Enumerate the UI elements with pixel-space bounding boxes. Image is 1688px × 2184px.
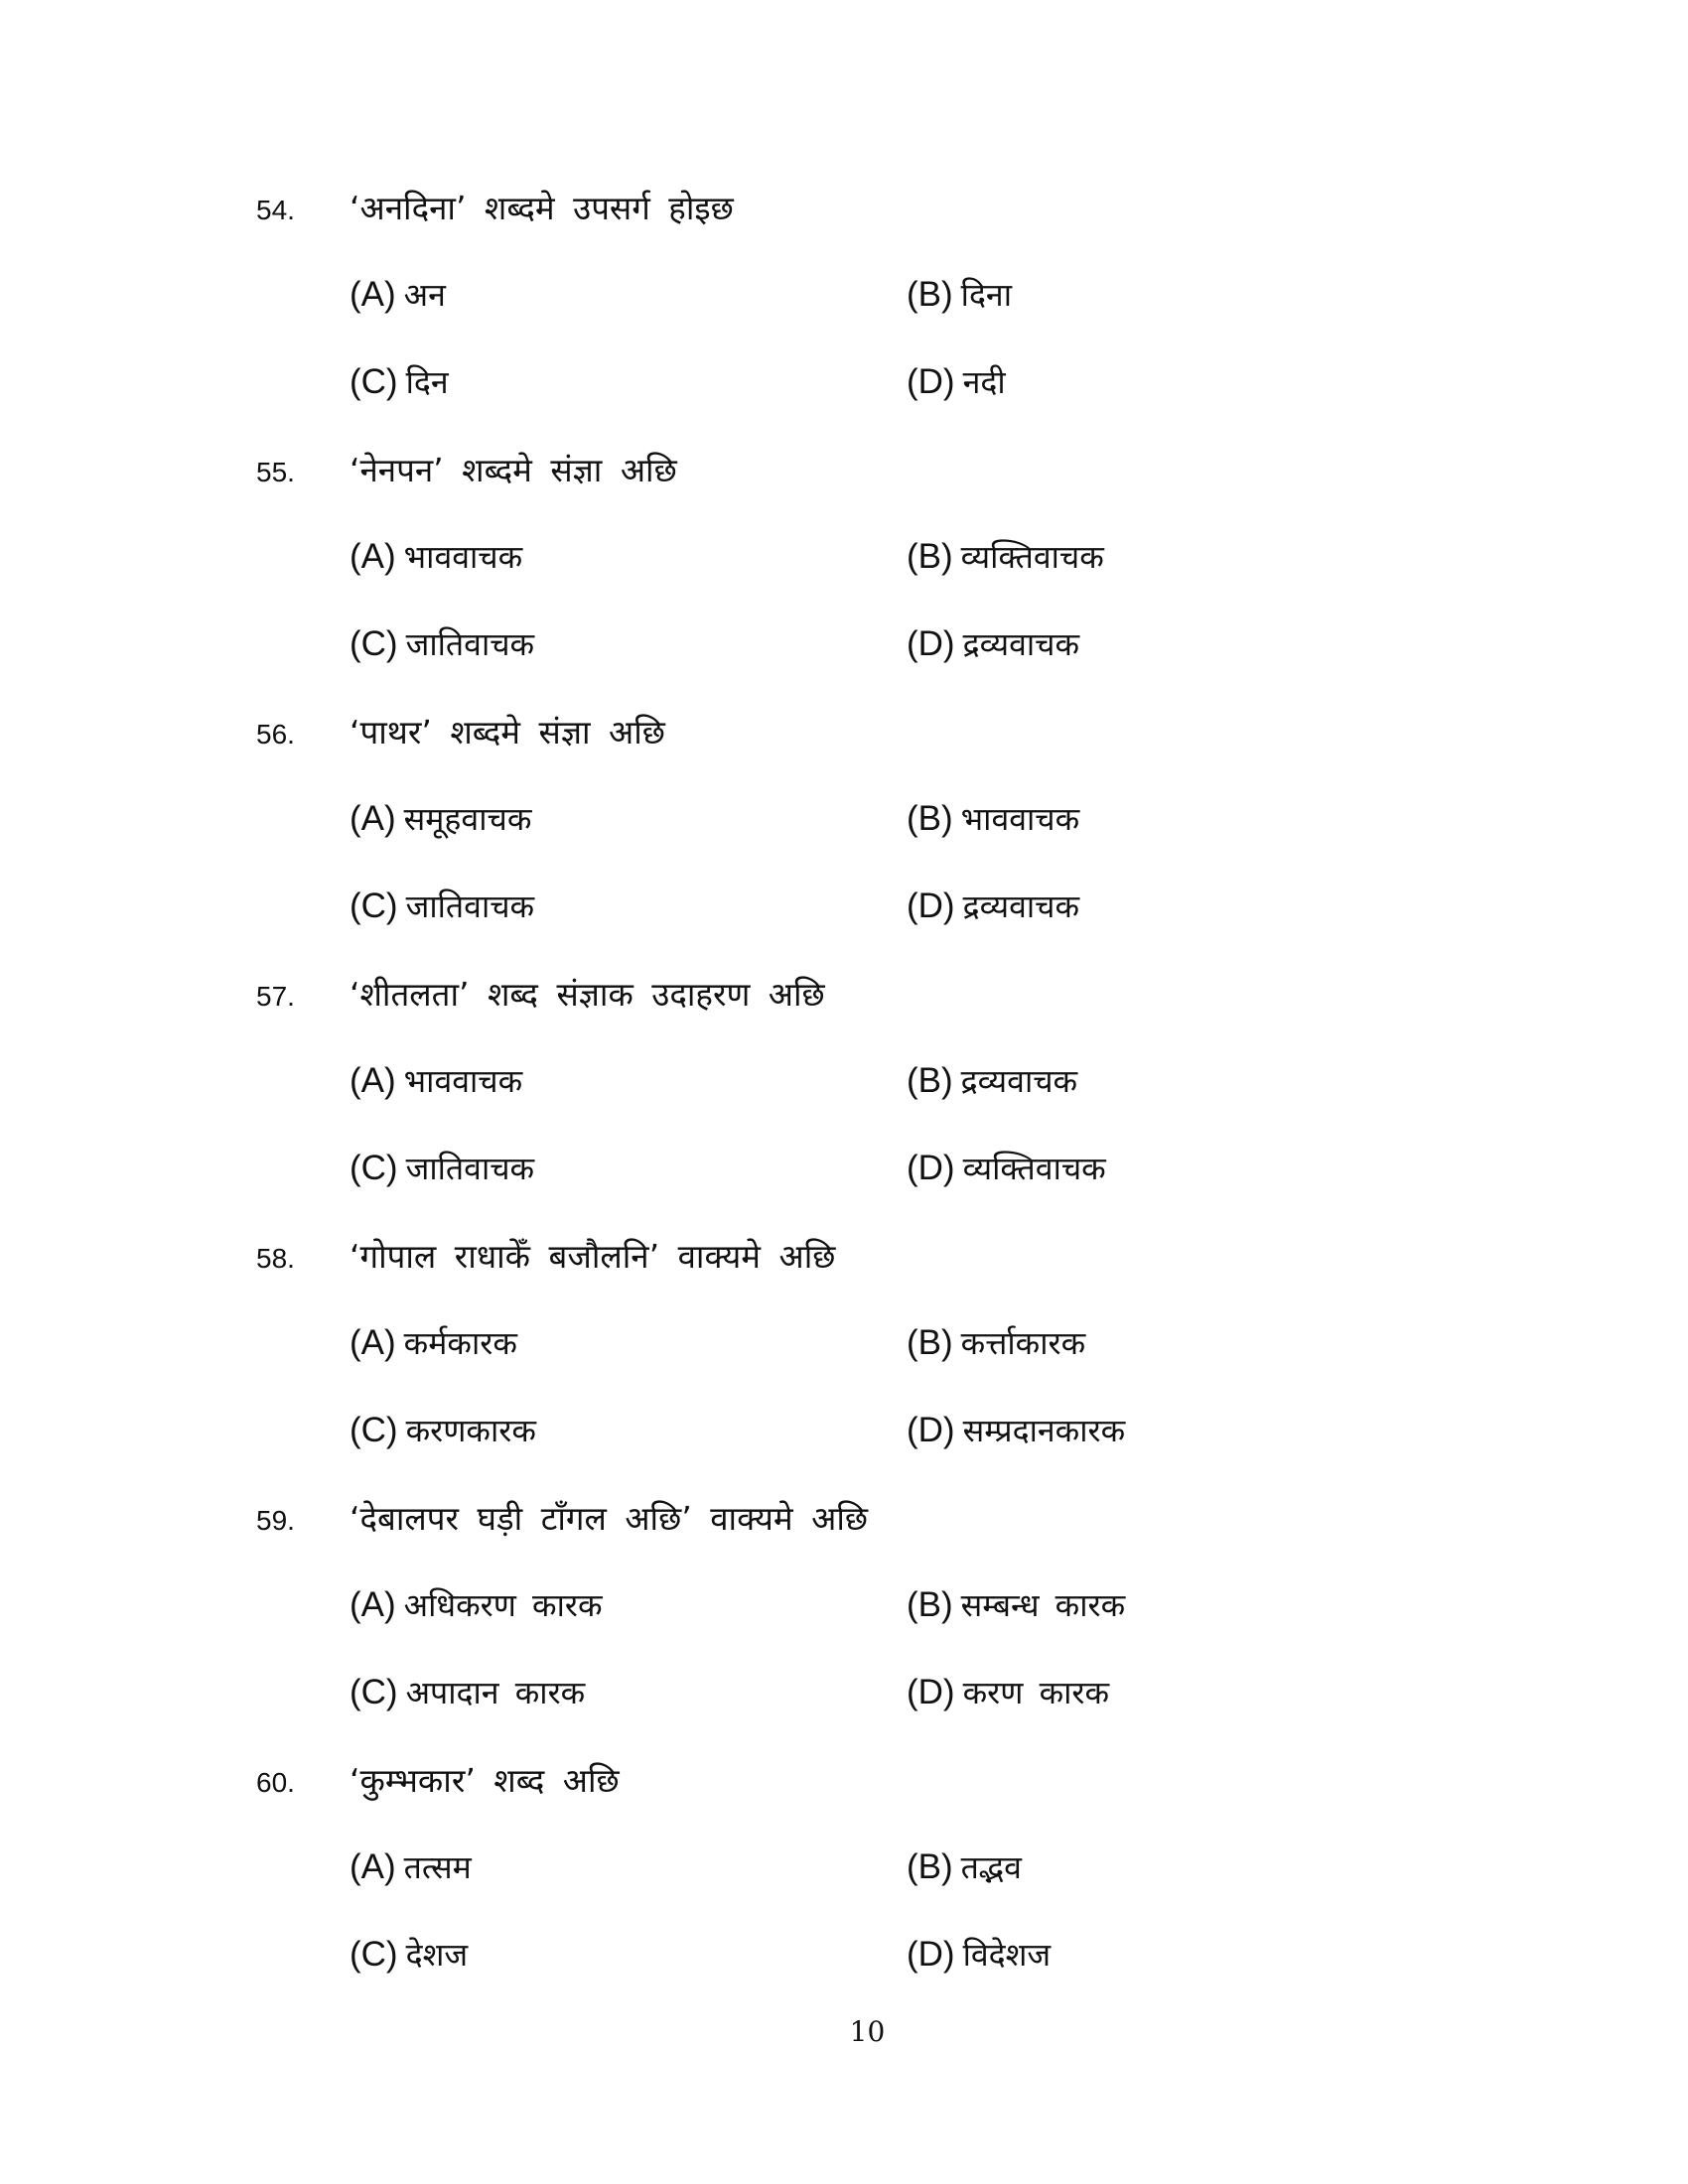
- question-number: 57.: [256, 981, 295, 1012]
- option-text: समूहवाचक: [403, 800, 532, 838]
- option-label: (D): [907, 1935, 955, 1974]
- option-text: नदी: [962, 363, 1006, 401]
- question-59: [0, 1501, 1688, 1763]
- option-text: कर्मकारक: [403, 1324, 517, 1362]
- option-label: (A): [350, 1323, 396, 1362]
- option-label: (C): [350, 1673, 398, 1711]
- option-c: [350, 1146, 534, 1191]
- question-number: 54.: [256, 195, 295, 225]
- option-c: [350, 1670, 585, 1715]
- option-text: भाववाचक: [403, 538, 523, 576]
- page-number: 10: [849, 2015, 886, 2048]
- option-label: (A): [350, 1585, 396, 1624]
- option-b: [907, 1320, 1085, 1366]
- question-text: ‘देबालपर घड़ी टाँगल अछि’ वाक्यमे अछि: [350, 1499, 869, 1538]
- option-d: [907, 1146, 1106, 1191]
- option-b: [907, 1582, 1125, 1628]
- option-d: [907, 884, 1079, 929]
- option-a: [350, 1844, 472, 1890]
- option-label: (B): [907, 275, 953, 314]
- option-text: तत्सम: [403, 1848, 472, 1886]
- option-label: (C): [350, 887, 398, 925]
- question-text: ‘शीतलता’ शब्द संज्ञाक उदाहरण अछि: [350, 975, 825, 1014]
- option-text: जातिवाचक: [405, 625, 535, 663]
- option-label: (C): [350, 1411, 398, 1449]
- question-text: ‘नेनपन’ शब्दमे संज्ञा अछि: [350, 451, 677, 489]
- option-a: [350, 1058, 522, 1104]
- question-60: [0, 1763, 1688, 2025]
- option-text: तद्भव: [960, 1848, 1022, 1886]
- option-c: [350, 1932, 468, 1978]
- option-text: विदेशज: [962, 1936, 1052, 1974]
- option-d: [907, 621, 1079, 667]
- option-c: [350, 621, 534, 667]
- option-label: (A): [350, 537, 396, 576]
- option-a: [350, 796, 531, 842]
- question-55: [0, 453, 1688, 715]
- option-d: [907, 1670, 1109, 1715]
- option-label: (B): [907, 1323, 953, 1362]
- option-text: करण कारक: [962, 1674, 1110, 1711]
- option-label: (A): [350, 799, 396, 838]
- option-label: (B): [907, 799, 953, 838]
- option-a: [350, 534, 522, 580]
- option-text: कर्त्ताकारक: [960, 1324, 1086, 1362]
- option-text: अधिकरण कारक: [403, 1586, 603, 1624]
- option-b: [907, 1844, 1022, 1890]
- question-58: [0, 1239, 1688, 1501]
- question-text: ‘गोपाल राधाकेँ बजौलनि’ वाक्यमे अछि: [350, 1237, 836, 1276]
- option-c: [350, 359, 449, 405]
- option-label: (C): [350, 1935, 398, 1974]
- option-d: [907, 1932, 1051, 1978]
- option-label: (C): [350, 362, 398, 401]
- option-label: (D): [907, 1149, 955, 1187]
- option-d: [907, 1408, 1125, 1453]
- question-number: 60.: [256, 1767, 295, 1798]
- option-text: व्यक्तिवाचक: [962, 1150, 1106, 1187]
- option-c: [350, 1408, 536, 1453]
- option-text: व्यक्तिवाचक: [960, 538, 1104, 576]
- option-text: द्रव्यवाचक: [962, 625, 1080, 663]
- question-text: ‘अनदिना’ शब्दमे उपसर्ग होइछ: [350, 189, 734, 227]
- option-b: [907, 272, 1012, 318]
- option-text: सम्प्रदानकारक: [962, 1412, 1126, 1449]
- option-label: (A): [350, 1061, 396, 1100]
- option-a: [350, 1582, 603, 1628]
- option-text: दिना: [960, 276, 1012, 314]
- option-a: [350, 272, 446, 318]
- option-text: अन: [403, 276, 446, 314]
- option-label: (D): [907, 887, 955, 925]
- question-54: [0, 191, 1688, 453]
- option-b: [907, 1058, 1077, 1104]
- option-label: (D): [907, 362, 955, 401]
- option-text: अपादान कारक: [405, 1674, 586, 1711]
- option-text: जातिवाचक: [405, 1150, 535, 1187]
- option-text: द्रव्यवाचक: [960, 1062, 1078, 1100]
- question-number: 58.: [256, 1243, 295, 1274]
- option-label: (D): [907, 624, 955, 663]
- question-number: 59.: [256, 1505, 295, 1536]
- option-label: (B): [907, 1585, 953, 1624]
- option-label: (A): [350, 1847, 396, 1886]
- option-label: (C): [350, 624, 398, 663]
- option-label: (A): [350, 275, 396, 314]
- question-number: 56.: [256, 719, 295, 750]
- option-label: (D): [907, 1673, 955, 1711]
- option-label: (B): [907, 537, 953, 576]
- question-text: ‘कुम्भकार’ शब्द अछि: [350, 1761, 620, 1800]
- question-number: 55.: [256, 457, 295, 487]
- question-text: ‘पाथर’ शब्दमे संज्ञा अछि: [350, 713, 665, 751]
- option-b: [907, 534, 1104, 580]
- option-d: [907, 359, 1006, 405]
- option-b: [907, 796, 1079, 842]
- question-57: [0, 977, 1688, 1239]
- option-text: दिन: [405, 363, 449, 401]
- option-text: करणकारक: [405, 1412, 536, 1449]
- option-label: (B): [907, 1061, 953, 1100]
- option-text: देशज: [405, 1936, 469, 1974]
- option-text: भाववाचक: [960, 800, 1080, 838]
- option-text: द्रव्यवाचक: [962, 887, 1080, 925]
- option-label: (B): [907, 1847, 953, 1886]
- option-c: [350, 884, 534, 929]
- option-text: भाववाचक: [403, 1062, 523, 1100]
- question-56: [0, 715, 1688, 977]
- option-text: सम्बन्ध कारक: [960, 1586, 1126, 1624]
- option-label: (C): [350, 1149, 398, 1187]
- option-label: (D): [907, 1411, 955, 1449]
- option-a: [350, 1320, 517, 1366]
- option-text: जातिवाचक: [405, 887, 535, 925]
